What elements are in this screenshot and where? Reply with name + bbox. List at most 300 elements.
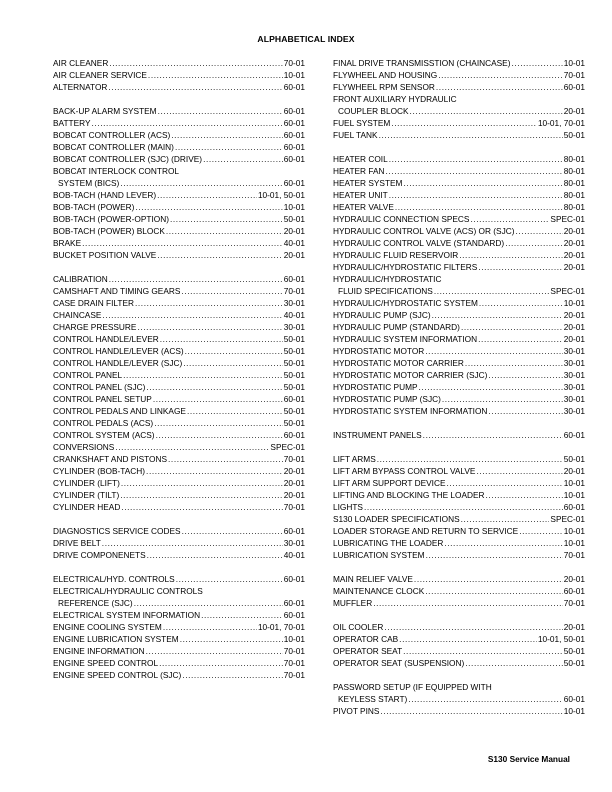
index-entry-title: HYDRAULIC CONNECTION SPECS: [333, 214, 470, 224]
index-entry-title: HYDROSTATIC MOTOR CARRIER (SJC): [333, 370, 488, 380]
index-entry: [333, 549, 585, 561]
dot-leader: [479, 297, 563, 309]
index-entry-title: HYDRAULIC/HYDROSTATIC: [333, 274, 442, 284]
dot-leader: [157, 249, 282, 261]
index-entry-page: 60-01: [283, 82, 305, 92]
index-entry: [53, 429, 305, 441]
index-entry-title: HYDRAULIC CONTROL VALVE (STANDARD): [333, 238, 505, 248]
index-entry-page: 70-01: [283, 502, 305, 512]
index-entry: [333, 357, 585, 369]
index-entry: [333, 261, 585, 273]
dot-leader: [432, 309, 563, 321]
index-entry: [53, 333, 305, 345]
index-entry: [333, 381, 585, 393]
index-entry-page: 60-01: [563, 502, 585, 512]
index-entry-title: HEATER SYSTEM: [333, 178, 403, 188]
dot-leader: [425, 345, 563, 357]
index-entry-page: 60-01: [283, 526, 305, 536]
index-entry-title: S130 LOADER SPECIFICATIONS: [333, 514, 460, 524]
dot-leader: [115, 441, 269, 453]
dot-leader: [461, 321, 563, 333]
index-entry: [53, 321, 305, 333]
index-entry-page: 20-01: [283, 226, 305, 236]
index-entry-title: CONVERSIONS: [53, 442, 115, 452]
index-entry-title: HYDRAULIC SYSTEM INFORMATION: [333, 334, 478, 344]
index-entry: [53, 249, 305, 261]
index-entry: [333, 621, 585, 633]
index-entry-page: 30-01: [563, 346, 585, 356]
index-entry: [53, 69, 305, 81]
index-entry-page: 40-01: [283, 310, 305, 320]
index-entry: [53, 597, 305, 609]
index-entry: [53, 573, 305, 585]
index-entry-page: 70-01: [283, 286, 305, 296]
index-entry-title: MUFFLER: [333, 598, 373, 608]
index-entry: [53, 165, 305, 177]
index-entry-title: CONTROL HANDLE/LEVER: [53, 334, 159, 344]
index-entry-page: SPEC-01: [550, 514, 585, 524]
index-entry: [53, 657, 305, 669]
index-entry-page: 60-01: [283, 574, 305, 584]
index-entry-title: HYDRAULIC/HYDROSTATIC FILTERS: [333, 262, 478, 272]
index-entry-page: 20-01: [283, 490, 305, 500]
index-entry-title: HEATER COIL: [333, 154, 388, 164]
dot-leader: [385, 165, 562, 177]
index-entry-title: CONTROL PEDALS AND LINKAGE: [53, 406, 186, 416]
index-entry-page: 10-01: [563, 478, 585, 488]
index-entry-title: BATTERY: [53, 118, 91, 128]
index-entry-title: HYDROSTATIC MOTOR CARRIER: [333, 358, 464, 368]
dot-leader: [156, 429, 283, 441]
index-entry-title: PIVOT PINS: [333, 706, 380, 716]
dot-leader: [203, 153, 283, 165]
index-entry-title: CYLINDER (BOB-TACH): [53, 466, 146, 476]
index-entry-page: 70-01: [283, 58, 305, 68]
index-entry-page: 60-01: [283, 610, 305, 620]
index-entry: [333, 177, 585, 189]
index-entry-title: OPERATOR SEAT: [333, 646, 403, 656]
dot-leader: [134, 597, 283, 609]
dot-leader: [425, 585, 562, 597]
index-entry: [53, 405, 305, 417]
index-entry-title: HYDROSTATIC MOTOR: [333, 346, 425, 356]
dot-leader: [465, 657, 563, 669]
index-entry-page: 50-01: [283, 370, 305, 380]
index-entry-title: DIAGNOSTICS SERVICE CODES: [53, 526, 181, 536]
index-entry-page: 50-01: [283, 214, 305, 224]
dot-leader: [109, 273, 283, 285]
index-entry: [333, 705, 585, 717]
index-entry-title: ENGINE SPEED CONTROL (SJC): [53, 670, 182, 680]
dot-leader: [135, 201, 282, 213]
dot-leader: [171, 129, 283, 141]
index-entry-title: ENGINE LUBRICATION SYSTEM: [53, 634, 179, 644]
index-entry: [333, 573, 585, 585]
index-entry-title: CYLINDER (TILT): [53, 490, 120, 500]
index-entry: [333, 69, 585, 81]
index-entry-page: 40-01: [283, 550, 305, 560]
index-entry-title: ELECTRICAL/HYDRAULIC CONTROLS: [53, 586, 203, 596]
index-entry-title: ALTERNATOR: [53, 82, 108, 92]
index-entry: [333, 105, 585, 117]
index-entry: [53, 225, 305, 237]
index-entry: [53, 201, 305, 213]
index-entry-title: HEATER VALVE: [333, 202, 394, 212]
index-entry-page: SPEC-01: [270, 442, 305, 452]
page-title: ALPHABETICAL INDEX: [257, 34, 355, 44]
index-entry-page: 30-01: [563, 394, 585, 404]
index-entry-page: 20-01: [563, 262, 585, 272]
dot-leader: [419, 381, 563, 393]
dot-leader: [108, 81, 282, 93]
index-entry-page: 20-01: [563, 238, 585, 248]
index-entry: [333, 117, 585, 129]
index-entry-title: SYSTEM (BICS): [58, 178, 120, 188]
index-entry-title: CONTROL PANEL (SJC): [53, 382, 146, 392]
index-entry-page: 10-01: [283, 70, 305, 80]
index-entry-title: HYDRAULIC FLUID RESERVOIR: [333, 250, 459, 260]
index-entry: [333, 213, 585, 225]
index-entry-title: COUPLER BLOCK: [338, 106, 409, 116]
dot-leader: [102, 309, 282, 321]
dot-leader: [109, 57, 282, 69]
index-entry: [53, 441, 305, 453]
index-entry-title: ENGINE INFORMATION: [53, 646, 145, 656]
dot-leader: [478, 261, 562, 273]
dot-leader: [160, 333, 283, 345]
dot-leader: [373, 597, 563, 609]
dot-leader: [181, 285, 282, 297]
dot-leader: [121, 501, 282, 513]
dot-leader: [187, 405, 283, 417]
dot-leader: [410, 105, 563, 117]
index-entry-title: FLYWHEEL RPM SENSOR: [333, 82, 435, 92]
index-entry: [53, 369, 305, 381]
index-entry: [333, 501, 585, 513]
dot-leader: [488, 405, 562, 417]
section-gap: [333, 141, 585, 153]
dot-leader: [442, 393, 563, 405]
section-gap: [333, 669, 585, 681]
dot-leader: [436, 81, 563, 93]
dot-leader: [511, 57, 562, 69]
index-entry-page: 10-01, 50-01: [537, 634, 585, 644]
index-entry-title: LOADER STORAGE AND RETURN TO SERVICE: [333, 526, 519, 536]
index-entry-title: OIL COOLER: [333, 622, 384, 632]
index-entry-title: BACK-UP ALARM SYSTEM: [53, 106, 157, 116]
index-entry-page: 80-01: [563, 178, 585, 188]
dot-leader: [399, 633, 537, 645]
dot-leader: [201, 609, 283, 621]
index-entry: [53, 645, 305, 657]
index-entry: [53, 501, 305, 513]
index-entry-title: CYLINDER (LIFT): [53, 478, 120, 488]
index-entry: [53, 309, 305, 321]
index-entry: [333, 153, 585, 165]
index-entry: [333, 369, 585, 381]
index-entry: [53, 237, 305, 249]
index-entry: [333, 237, 585, 249]
index-entry: [53, 273, 305, 285]
dot-leader: [389, 189, 563, 201]
index-entry-title: HYDRAULIC/HYDROSTATIC SYSTEM: [333, 298, 478, 308]
index-entry: [333, 585, 585, 597]
index-entry-page: 60-01: [283, 142, 305, 152]
index-entry-page: 30-01: [563, 358, 585, 368]
index-entry-title: BOBCAT CONTROLLER (SJC) (DRIVE): [53, 154, 203, 164]
index-entry-title: LIGHTS: [333, 502, 363, 512]
index-entry: [53, 537, 305, 549]
index-entry-page: SPEC-01: [550, 286, 585, 296]
index-entry: [53, 81, 305, 93]
dot-leader: [426, 549, 563, 561]
index-entry: [53, 297, 305, 309]
index-entry-title: OPERATOR CAB: [333, 634, 399, 644]
index-entry-page: 60-01: [283, 274, 305, 284]
index-entry-title: INSTRUMENT PANELS: [333, 430, 422, 440]
dot-leader: [423, 429, 563, 441]
dot-leader: [403, 177, 562, 189]
index-entry-page: 20-01: [283, 466, 305, 476]
index-entry-page: 10-01: [563, 490, 585, 500]
index-entry-title: HYDRAULIC CONTROL VALVE (ACS) OR (SJC): [333, 226, 515, 236]
dot-leader: [120, 489, 283, 501]
index-entry-page: 10-01: [563, 58, 585, 68]
index-entry: [333, 525, 585, 537]
index-entry-title: BOBCAT CONTROLLER (ACS): [53, 130, 171, 140]
index-entry-title: PASSWORD SETUP (IF EQUIPPED WITH: [333, 682, 492, 692]
index-entry-page: 30-01: [563, 370, 585, 380]
index-entry-title: CONTROL PANEL: [53, 370, 123, 380]
index-entry-page: 80-01: [563, 166, 585, 176]
index-entry-title: OPERATOR SEAT (SUSPENSION): [333, 658, 465, 668]
index-entry-page: 10-01: [283, 202, 305, 212]
dot-leader: [92, 117, 283, 129]
index-entry-page: 20-01: [563, 622, 585, 632]
index-entry: [53, 357, 305, 369]
index-entry: [333, 657, 585, 669]
index-entry: [333, 189, 585, 201]
index-entry: [333, 225, 585, 237]
index-entry-page: 20-01: [563, 574, 585, 584]
index-entry-title: CALIBRATION: [53, 274, 108, 284]
index-entry: [53, 141, 305, 153]
index-entry: [53, 117, 305, 129]
index-entry: [53, 585, 305, 597]
dot-leader: [488, 369, 562, 381]
dot-leader: [137, 321, 282, 333]
index-entry: [53, 549, 305, 561]
index-entry-page: 60-01: [283, 106, 305, 116]
index-entry-title: BOBCAT CONTROLLER (MAIN): [53, 142, 174, 152]
index-entry-page: 20-01: [563, 334, 585, 344]
index-entry-page: 60-01: [283, 178, 305, 188]
dot-leader: [158, 105, 283, 117]
dot-leader: [389, 153, 563, 165]
index-entry-page: 20-01: [563, 250, 585, 260]
index-entry: [53, 345, 305, 357]
dot-leader: [395, 201, 563, 213]
index-entry-title: ENGINE SPEED CONTROL: [53, 658, 159, 668]
index-entry-title: HYDRAULIC PUMP (SJC): [333, 310, 431, 320]
index-entry-page: 60-01: [283, 430, 305, 440]
section-gap: [333, 417, 585, 429]
index-entry-page: 20-01: [563, 310, 585, 320]
index-entry: [333, 693, 585, 705]
index-entry-page: 70-01: [283, 646, 305, 656]
index-entry-title: HEATER FAN: [333, 166, 385, 176]
dot-leader: [102, 537, 283, 549]
index-entry-page: 50-01: [283, 382, 305, 392]
index-entry-title: BOB-TACH (POWER) BLOCK: [53, 226, 165, 236]
index-entry-page: 20-01: [563, 226, 585, 236]
index-entry: [53, 57, 305, 69]
index-entry-page: 70-01: [563, 598, 585, 608]
index-entry-page: 10-01: [563, 538, 585, 548]
dot-leader: [146, 645, 283, 657]
index-entry-title: ELECTRICAL/HYD. CONTROLS: [53, 574, 175, 584]
dot-leader: [123, 369, 283, 381]
index-entry-title: HYDROSTATIC SYSTEM INFORMATION: [333, 406, 488, 416]
dot-leader: [163, 621, 257, 633]
index-entry-title: LUBRICATION SYSTEM: [333, 550, 425, 560]
index-entry-page: 10-01, 70-01: [257, 622, 305, 632]
index-entry-title: CONTROL PEDALS (ACS): [53, 418, 154, 428]
index-entry-title: AIR CLEANER SERVICE: [53, 70, 147, 80]
index-entry-title: CYLINDER HEAD: [53, 502, 121, 512]
section-gap: [53, 513, 305, 525]
index-entry: [333, 681, 585, 693]
index-entry-page: 20-01: [283, 250, 305, 260]
dot-leader: [391, 117, 537, 129]
dot-leader: [146, 381, 282, 393]
index-entry: [333, 477, 585, 489]
index-entry-title: LIFT ARM BYPASS CONTROL VALVE: [333, 466, 476, 476]
index-entry: [53, 453, 305, 465]
index-entry-title: CASE DRAIN FILTER: [53, 298, 134, 308]
index-entry: [53, 621, 305, 633]
index-entry-title: REFERENCE (SJC): [58, 598, 133, 608]
index-entry-page: 60-01: [563, 586, 585, 596]
dot-leader: [135, 297, 283, 309]
index-entry-page: 60-01: [563, 82, 585, 92]
index-entry: [53, 285, 305, 297]
dot-leader: [157, 189, 257, 201]
dot-leader: [515, 225, 562, 237]
index-entry-title: BOB-TACH (POWER-OPTION): [53, 214, 169, 224]
index-entry: [53, 633, 305, 645]
index-entry-page: 30-01: [283, 298, 305, 308]
index-entry-title: BOB-TACH (HAND LEVER): [53, 190, 157, 200]
index-entry: [333, 345, 585, 357]
index-entry-page: 30-01: [283, 538, 305, 548]
index-entry-page: 70-01: [563, 70, 585, 80]
index-entry-page: 40-01: [283, 238, 305, 248]
index-entry: [333, 489, 585, 501]
dot-leader: [444, 537, 562, 549]
index-entry-page: 70-01: [283, 454, 305, 464]
dot-leader: [519, 525, 563, 537]
index-entry-title: KEYLESS START): [338, 694, 408, 704]
index-entry-title: DRIVE BELT: [53, 538, 101, 548]
index-entry-page: 70-01: [283, 658, 305, 668]
index-entry-title: CHAINCASE: [53, 310, 102, 320]
dot-leader: [182, 525, 283, 537]
index-entry: [53, 105, 305, 117]
index-entry-title: FUEL TANK: [333, 130, 378, 140]
index-entry: [333, 81, 585, 93]
index-entry-title: HYDROSTATIC PUMP: [333, 382, 418, 392]
index-entry-title: CAMSHAFT AND TIMING GEARS: [53, 286, 181, 296]
index-entry: [333, 129, 585, 141]
index-entry-page: 10-01: [283, 634, 305, 644]
index-entry-page: 10-01: [563, 526, 585, 536]
dot-leader: [447, 477, 563, 489]
dot-leader: [176, 573, 283, 585]
index-entry-page: 50-01: [563, 646, 585, 656]
dot-leader: [159, 657, 283, 669]
dot-leader: [377, 453, 563, 465]
dot-leader: [182, 669, 282, 681]
index-entry-title: CONTROL PANEL SETUP: [53, 394, 152, 404]
section-gap: [333, 609, 585, 621]
index-entry-page: 20-01: [283, 478, 305, 488]
section-gap: [333, 441, 585, 453]
index-entry-page: 30-01: [563, 406, 585, 416]
index-entry-page: 80-01: [563, 190, 585, 200]
index-entry-title: FUEL SYSTEM: [333, 118, 391, 128]
index-entry-page: 50-01: [563, 130, 585, 140]
section-gap: [53, 561, 305, 573]
index-entry-page: 60-01: [283, 598, 305, 608]
index-entry-page: 10-01: [563, 706, 585, 716]
dot-leader: [470, 213, 549, 225]
section-gap: [53, 261, 305, 273]
index-entry: [333, 297, 585, 309]
index-entry: [53, 381, 305, 393]
index-entry-page: 30-01: [283, 322, 305, 332]
index-entry: [333, 645, 585, 657]
index-entry-page: 50-01: [283, 406, 305, 416]
dot-leader: [476, 465, 562, 477]
dot-leader: [459, 249, 563, 261]
index-entry-title: HYDRAULIC PUMP (STANDARD): [333, 322, 460, 332]
index-entry-title: HEATER UNIT: [333, 190, 388, 200]
index-entry-title: MAINTENANCE CLOCK: [333, 586, 425, 596]
index-entry-page: 50-01: [283, 346, 305, 356]
index-entry: [333, 93, 585, 105]
index-entry-title: CHARGE PRESSURE: [53, 322, 137, 332]
index-entry-page: SPEC-01: [550, 214, 585, 224]
index-entry-page: 60-01: [563, 430, 585, 440]
index-entry: [333, 273, 585, 285]
index-entry-page: 20-01: [563, 466, 585, 476]
index-entry-title: CONTROL SYSTEM (ACS): [53, 430, 155, 440]
index-entry: [53, 525, 305, 537]
index-entry-title: FLUID SPECIFICATIONS: [338, 286, 433, 296]
index-column-right: [333, 57, 585, 717]
dot-leader: [82, 237, 283, 249]
index-entry: [333, 633, 585, 645]
dot-leader: [166, 225, 283, 237]
dot-leader: [403, 645, 563, 657]
index-entry: [333, 393, 585, 405]
dot-leader: [153, 393, 283, 405]
index-entry: [333, 453, 585, 465]
index-entry-title: LIFTING AND BLOCKING THE LOADER: [333, 490, 485, 500]
index-entry-page: 60-01: [283, 154, 305, 164]
dot-leader: [438, 69, 563, 81]
